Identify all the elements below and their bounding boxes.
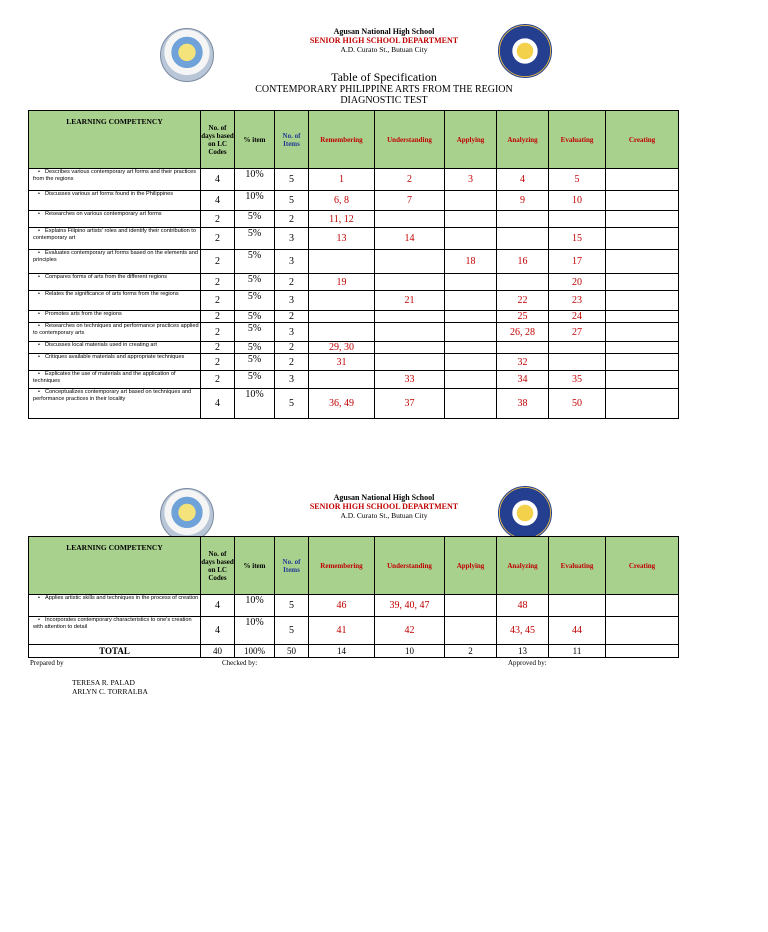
table-row	[29, 274, 679, 291]
applying-cell	[445, 211, 497, 228]
bullet-icon: •	[38, 323, 40, 329]
specification-table-2	[28, 536, 679, 658]
table-row	[29, 389, 679, 419]
competency-text: Researches on various contemporary art forms	[45, 211, 162, 217]
evaluating-cell: 50	[549, 389, 606, 419]
creating-cell	[606, 323, 679, 342]
days-cell: 4	[201, 595, 235, 617]
table-row	[29, 191, 679, 211]
creating-cell	[606, 191, 679, 211]
creating-cell	[606, 342, 679, 354]
remembering-cell: 1	[309, 169, 375, 191]
bullet-icon: •	[38, 169, 40, 175]
days-cell: 2	[201, 211, 235, 228]
applying-cell	[445, 291, 497, 311]
table-row	[29, 617, 679, 645]
subject-title: CONTEMPORARY PHILIPPINE ARTS FROM THE REGION	[255, 84, 513, 95]
remembering-cell	[309, 371, 375, 389]
pct-cell: 10%	[235, 595, 275, 617]
remembering-cell: 36, 49	[309, 389, 375, 419]
total-understanding: 10	[375, 645, 445, 658]
table-row	[29, 311, 679, 323]
competency-text: Applies artistic skills and techniques in the process of creation	[45, 595, 199, 601]
understanding-cell: 14	[375, 228, 445, 250]
creating-cell	[606, 228, 679, 250]
days-cell: 2	[201, 342, 235, 354]
items-cell: 3	[275, 228, 309, 250]
creating-cell	[606, 617, 679, 645]
header-creating: Creating	[606, 111, 679, 169]
approved-by-label: Approved by:	[508, 659, 547, 667]
evaluating-cell: 17	[549, 250, 606, 274]
creating-cell	[606, 389, 679, 419]
analyzing-cell: 4	[497, 169, 549, 191]
table-row	[29, 250, 679, 274]
table-row	[29, 371, 679, 389]
table-row	[29, 291, 679, 311]
pct-cell: 5%	[235, 250, 275, 274]
competency-text: Incorporates contemporary characteristics to one's creation with attention to detail	[33, 617, 192, 630]
days-cell: 4	[201, 169, 235, 191]
table-row	[29, 211, 679, 228]
preparer-name-1: TERESA R. PALAD	[72, 678, 135, 687]
preparer-names	[72, 678, 148, 696]
competency-text: Discusses local materials used in creating art	[45, 342, 157, 348]
competency-text: Promotes arts from the regions	[45, 311, 122, 317]
competency-text: Conceptualizes contemporary art based on techniques and performance practices in their locality	[33, 389, 192, 402]
understanding-cell	[375, 354, 445, 371]
items-cell: 5	[275, 169, 309, 191]
competency-cell	[29, 291, 201, 311]
creating-cell	[606, 274, 679, 291]
competency-cell	[29, 211, 201, 228]
bullet-icon: •	[38, 228, 40, 234]
pct-cell: 5%	[235, 323, 275, 342]
pct-cell: 10%	[235, 191, 275, 211]
competency-text: Compares forms of arts from the different regions	[45, 274, 168, 280]
competency-text: Researches on techniques and performance practices applied to contemporary arts	[33, 323, 199, 336]
understanding-cell	[375, 311, 445, 323]
evaluating-cell: 20	[549, 274, 606, 291]
school-address-2: A.D. Curato St., Butuan City	[340, 511, 428, 520]
applying-cell	[445, 617, 497, 645]
applying-cell	[445, 342, 497, 354]
remembering-cell: 31	[309, 354, 375, 371]
competency-text: Discusses various art forms found in the Philippines	[45, 191, 174, 197]
items-cell: 2	[275, 211, 309, 228]
bullet-icon: •	[38, 354, 40, 360]
total-days: 40	[201, 645, 235, 658]
table-row	[29, 228, 679, 250]
competency-text: Explains Filipino artists' roles and identify their contribution to contemporary art	[33, 228, 196, 241]
analyzing-cell: 48	[497, 595, 549, 617]
header-understanding-2: Understanding	[375, 537, 445, 595]
school-name-2: Agusan National High School	[333, 493, 435, 502]
applying-cell: 3	[445, 169, 497, 191]
competency-cell	[29, 617, 201, 645]
applying-cell	[445, 389, 497, 419]
table-row	[29, 354, 679, 371]
analyzing-cell: 16	[497, 250, 549, 274]
remembering-cell	[309, 291, 375, 311]
document-title-block	[0, 71, 768, 106]
header-analyzing: Analyzing	[497, 111, 549, 169]
analyzing-cell	[497, 342, 549, 354]
total-applying: 2	[445, 645, 497, 658]
pct-cell: 5%	[235, 354, 275, 371]
header-evaluating: Evaluating	[549, 111, 606, 169]
analyzing-cell: 34	[497, 371, 549, 389]
items-cell: 2	[275, 354, 309, 371]
items-cell: 3	[275, 323, 309, 342]
table-row	[29, 595, 679, 617]
applying-cell	[445, 311, 497, 323]
competency-cell	[29, 323, 201, 342]
days-cell: 2	[201, 311, 235, 323]
competency-cell	[29, 389, 201, 419]
header-applying-2: Applying	[445, 537, 497, 595]
days-cell: 2	[201, 291, 235, 311]
checked-by-label: Checked by:	[222, 659, 258, 667]
days-cell: 2	[201, 274, 235, 291]
total-pct: 100%	[235, 645, 275, 658]
items-cell: 3	[275, 371, 309, 389]
header-evaluating-2: Evaluating	[549, 537, 606, 595]
competency-text: Explicates the use of materials and the application of techniques	[33, 371, 176, 384]
analyzing-cell	[497, 228, 549, 250]
header-pct: % item	[235, 111, 275, 169]
pct-cell: 10%	[235, 169, 275, 191]
analyzing-cell: 38	[497, 389, 549, 419]
competency-text: Relates the significance of arts forms from the regions	[45, 291, 179, 297]
applying-cell	[445, 354, 497, 371]
items-cell: 5	[275, 617, 309, 645]
days-cell: 4	[201, 617, 235, 645]
understanding-cell: 2	[375, 169, 445, 191]
header-remembering-2: Remembering	[309, 537, 375, 595]
remembering-cell	[309, 323, 375, 342]
days-cell: 2	[201, 371, 235, 389]
evaluating-cell: 23	[549, 291, 606, 311]
header-creating-2: Creating	[606, 537, 679, 595]
days-cell: 2	[201, 354, 235, 371]
preparer-name-2: ARLYN C. TORRALBA	[72, 687, 148, 696]
analyzing-cell: 32	[497, 354, 549, 371]
applying-cell	[445, 228, 497, 250]
understanding-cell: 42	[375, 617, 445, 645]
remembering-cell: 13	[309, 228, 375, 250]
header-applying: Applying	[445, 111, 497, 169]
items-cell: 5	[275, 191, 309, 211]
bullet-icon: •	[38, 274, 40, 280]
department-name: SENIOR HIGH SCHOOL DEPARTMENT	[309, 36, 459, 45]
bullet-icon: •	[38, 371, 40, 377]
document-title: Table of Specification	[331, 70, 437, 84]
competency-cell	[29, 250, 201, 274]
remembering-cell: 41	[309, 617, 375, 645]
remembering-cell	[309, 250, 375, 274]
school-name: Agusan National High School	[333, 27, 435, 36]
evaluating-cell: 24	[549, 311, 606, 323]
items-cell: 5	[275, 389, 309, 419]
analyzing-cell: 26, 28	[497, 323, 549, 342]
total-creating	[606, 645, 679, 658]
creating-cell	[606, 371, 679, 389]
remembering-cell: 29, 30	[309, 342, 375, 354]
analyzing-cell: 25	[497, 311, 549, 323]
header-competency-2: LEARNING COMPETENCY	[29, 537, 201, 595]
evaluating-cell	[549, 354, 606, 371]
evaluating-cell	[549, 595, 606, 617]
remembering-cell: 19	[309, 274, 375, 291]
understanding-cell: 7	[375, 191, 445, 211]
competency-cell	[29, 311, 201, 323]
department-name-2: SENIOR HIGH SCHOOL DEPARTMENT	[309, 502, 459, 511]
days-cell: 2	[201, 323, 235, 342]
understanding-cell	[375, 274, 445, 291]
evaluating-cell: 35	[549, 371, 606, 389]
understanding-cell: 21	[375, 291, 445, 311]
competency-text: Describes various contemporary art forms and their practices from the regions	[33, 169, 197, 182]
competency-cell	[29, 191, 201, 211]
understanding-cell: 39, 40, 47	[375, 595, 445, 617]
bullet-icon: •	[38, 250, 40, 256]
header-days-2: No. of days based on LC Codes	[201, 537, 235, 595]
understanding-cell	[375, 211, 445, 228]
pct-cell: 10%	[235, 617, 275, 645]
table-row	[29, 323, 679, 342]
bullet-icon: •	[38, 311, 40, 317]
understanding-cell: 33	[375, 371, 445, 389]
bullet-icon: •	[38, 211, 40, 217]
header-analyzing-2: Analyzing	[497, 537, 549, 595]
items-cell: 2	[275, 274, 309, 291]
applying-cell	[445, 274, 497, 291]
remembering-cell: 11, 12	[309, 211, 375, 228]
total-row	[29, 645, 679, 658]
understanding-cell	[375, 323, 445, 342]
evaluating-cell	[549, 211, 606, 228]
items-cell: 2	[275, 311, 309, 323]
applying-cell	[445, 371, 497, 389]
specification-table-1	[28, 110, 679, 419]
items-cell: 2	[275, 342, 309, 354]
pct-cell: 5%	[235, 211, 275, 228]
analyzing-cell: 22	[497, 291, 549, 311]
total-remembering: 14	[309, 645, 375, 658]
evaluating-cell: 44	[549, 617, 606, 645]
school-header	[0, 27, 768, 54]
total-evaluating: 11	[549, 645, 606, 658]
total-label: TOTAL	[29, 645, 201, 658]
evaluating-cell: 5	[549, 169, 606, 191]
creating-cell	[606, 211, 679, 228]
creating-cell	[606, 595, 679, 617]
header-competency: LEARNING COMPETENCY	[29, 111, 201, 169]
bullet-icon: •	[38, 389, 40, 395]
creating-cell	[606, 354, 679, 371]
understanding-cell	[375, 342, 445, 354]
header-remembering: Remembering	[309, 111, 375, 169]
competency-cell	[29, 228, 201, 250]
test-title: DIAGNOSTIC TEST	[340, 95, 428, 106]
remembering-cell: 6, 8	[309, 191, 375, 211]
competency-cell	[29, 169, 201, 191]
understanding-cell	[375, 250, 445, 274]
competency-cell	[29, 595, 201, 617]
header-items: No. of Items	[275, 111, 309, 169]
bullet-icon: •	[38, 617, 40, 623]
pct-cell: 5%	[235, 311, 275, 323]
competency-text: Evaluates contemporary art forms based on the elements and principles	[33, 250, 198, 263]
pct-cell: 5%	[235, 342, 275, 354]
school-header-2	[0, 493, 768, 520]
analyzing-cell	[497, 274, 549, 291]
evaluating-cell: 27	[549, 323, 606, 342]
school-address: A.D. Curato St., Butuan City	[340, 45, 428, 54]
items-cell: 5	[275, 595, 309, 617]
prepared-by-label: Prepared by	[30, 659, 64, 667]
bullet-icon: •	[38, 191, 40, 197]
competency-cell	[29, 342, 201, 354]
days-cell: 2	[201, 250, 235, 274]
header-days: No. of days based on LC Codes	[201, 111, 235, 169]
pct-cell: 5%	[235, 291, 275, 311]
days-cell: 2	[201, 228, 235, 250]
header-pct-2: % item	[235, 537, 275, 595]
creating-cell	[606, 311, 679, 323]
total-items: 50	[275, 645, 309, 658]
remembering-cell	[309, 311, 375, 323]
pct-cell: 10%	[235, 389, 275, 419]
header-understanding: Understanding	[375, 111, 445, 169]
competency-text: Critiques available materials and appropriate techniques	[45, 354, 185, 360]
pct-cell: 5%	[235, 228, 275, 250]
creating-cell	[606, 169, 679, 191]
competency-cell	[29, 354, 201, 371]
pct-cell: 5%	[235, 274, 275, 291]
items-cell: 3	[275, 291, 309, 311]
analyzing-cell	[497, 211, 549, 228]
days-cell: 4	[201, 191, 235, 211]
pct-cell: 5%	[235, 371, 275, 389]
total-analyzing: 13	[497, 645, 549, 658]
evaluating-cell: 15	[549, 228, 606, 250]
applying-cell	[445, 323, 497, 342]
header-items-2: No. of Items	[275, 537, 309, 595]
competency-cell	[29, 274, 201, 291]
applying-cell	[445, 595, 497, 617]
applying-cell	[445, 191, 497, 211]
creating-cell	[606, 250, 679, 274]
bullet-icon: •	[38, 342, 40, 348]
competency-cell	[29, 371, 201, 389]
bullet-icon: •	[38, 291, 40, 297]
creating-cell	[606, 291, 679, 311]
table-row	[29, 342, 679, 354]
analyzing-cell: 9	[497, 191, 549, 211]
understanding-cell: 37	[375, 389, 445, 419]
items-cell: 3	[275, 250, 309, 274]
bullet-icon: •	[38, 595, 40, 601]
applying-cell: 18	[445, 250, 497, 274]
evaluating-cell	[549, 342, 606, 354]
analyzing-cell: 43, 45	[497, 617, 549, 645]
remembering-cell: 46	[309, 595, 375, 617]
evaluating-cell: 10	[549, 191, 606, 211]
table-row	[29, 169, 679, 191]
days-cell: 4	[201, 389, 235, 419]
